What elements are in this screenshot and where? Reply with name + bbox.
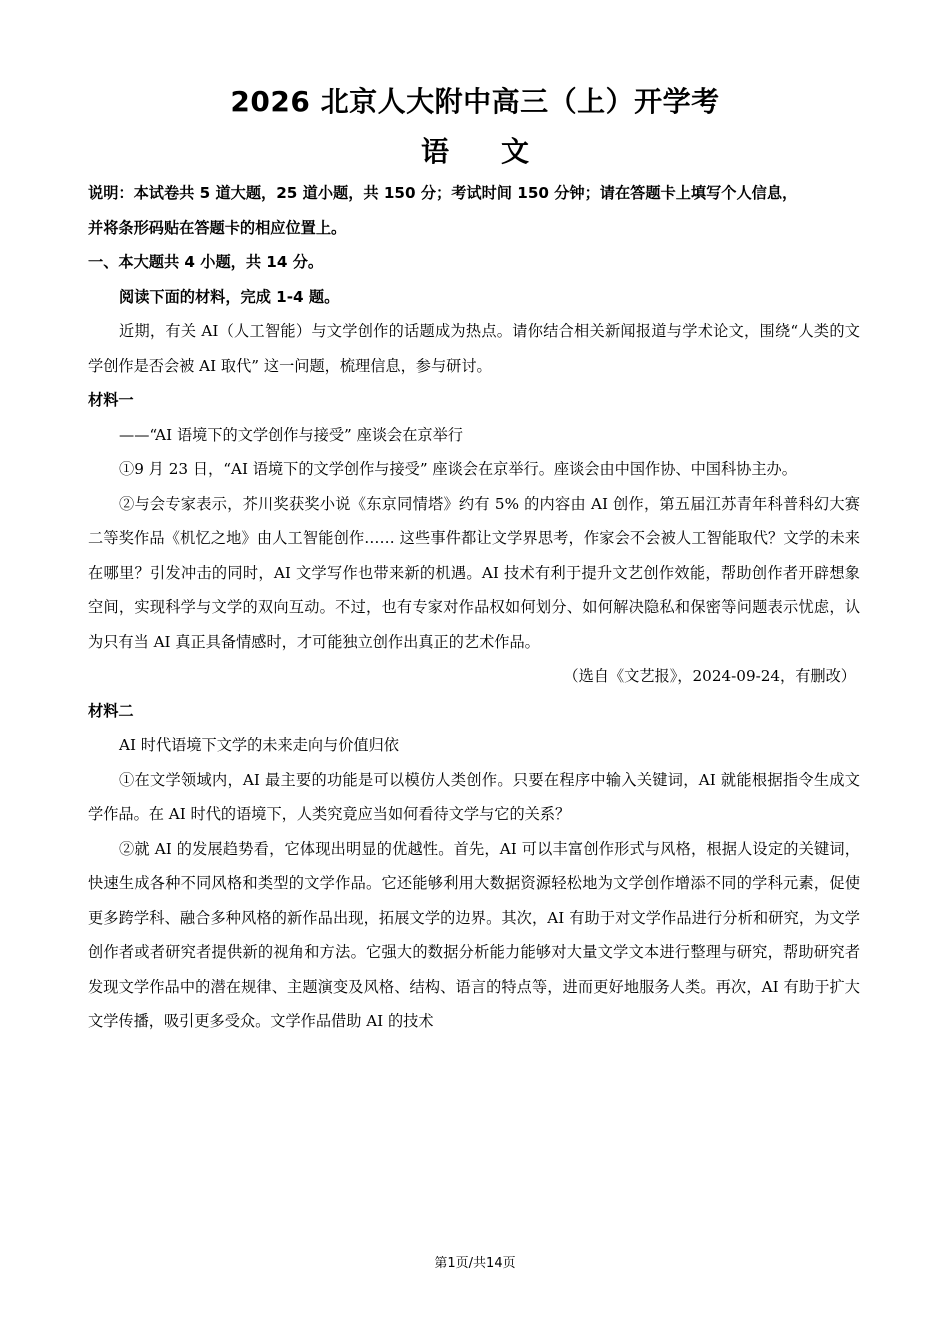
material-1-paragraph-2: ②与会专家表示，芥川奖获奖小说《东京同情塔》约有 5% 的内容由 AI 创作，第五届江苏青年科普科幻大赛二等奖作品《机忆之地》由人工智能创作…… 这些事件都让文学界思考，作家会不会被人工智能取代？文学的未来在哪里？引发冲击的同时，AI 文学写作也带来新的机遇。AI 技术有利于提升文艺创作效能，帮助创作者开辟想象空间，实现科学与文学的双向互动。不过，也有专家对作品权如何划分、如何解决隐私和保密等问题表示忧虑，认为只有当 AI 真正具备情感时，才可能独立创作出真正的艺术作品。 (88, 494, 860, 651)
material-1-label: 材料一 (88, 391, 134, 409)
material-2-paragraph-1: ①在文学领域内，AI 最主要的功能是可以模仿人类创作。只要在程序中输入关键词，AI 就能根据指令生成文学作品。在 AI 时代的语境下，人类究竟应当如何看待文学与它的关系？ (88, 770, 860, 823)
subject-char-2: 文 (501, 135, 530, 168)
material-2-subtitle: AI 时代语境下文学的未来走向与价值归依 (119, 736, 399, 754)
material-1-source: （选自《文艺报》，2024-09-24，有删改） (563, 667, 856, 685)
exam-title: 2026 北京人大附中高三（上）开学考 (230, 85, 720, 118)
material-1-paragraph-1: ①9 月 23 日，“AI 语境下的文学创作与接受” 座谈会在京举行。座谈会由中国作协、中国科协主办。 (119, 460, 797, 478)
page-number: 第1页/共14页 (434, 1256, 516, 1271)
section-intro: 近期，有关 AI（人工智能）与文学创作的话题成为热点。请你结合相关新闻报道与学术论文，围绕“人类的文学创作是否会被 AI 取代” 这一问题，梳理信息，参与研讨。 (88, 322, 860, 375)
material-2-paragraph-2: ②就 AI 的发展趋势看，它体现出明显的优越性。首先，AI 可以丰富创作形式与风格，根据人设定的关键词，快速生成各种不同风格和类型的文学作品。它还能够利用大数据资源轻松地为文学创作增添不同的学科元素，促使更多跨学科、融合多种风格的新作品出现，拓展文学的边界。其次，AI 有助于对文学作品进行分析和研究，为文学创作者或者研究者提供新的视角和方法。它强大的数据分析能力能够对大量文学文本进行整理与研究，帮助研究者发现文学作品中的潜在规律、主题演变及风格、结构、语言的特点等，进而更好地服务人类。再次，AI 有助于扩大文学传播，吸引更多受众。文学作品借助 AI 的技术 (88, 839, 860, 1030)
subject-heading (0, 130, 950, 170)
instructions-line-1: 说明：本试卷共 5 道大题，25 道小题，共 150 分；考试时间 150 分钟；请在答题卡上填写个人信息， (88, 184, 798, 202)
exam-body (88, 176, 860, 1039)
reading-direction: 阅读下面的材料，完成 1-4 题。 (119, 287, 340, 306)
material-2-label: 材料二 (88, 701, 134, 720)
section-heading: 一、本大题共 4 小题，共 14 分。 (88, 253, 324, 271)
instructions-line-2: 并将条形码贴在答题卡的相应位置上。 (88, 218, 347, 237)
subject-char-1: 语 (420, 135, 449, 168)
material-1-subtitle: ——“AI 语境下的文学创作与接受” 座谈会在京举行 (119, 425, 463, 444)
